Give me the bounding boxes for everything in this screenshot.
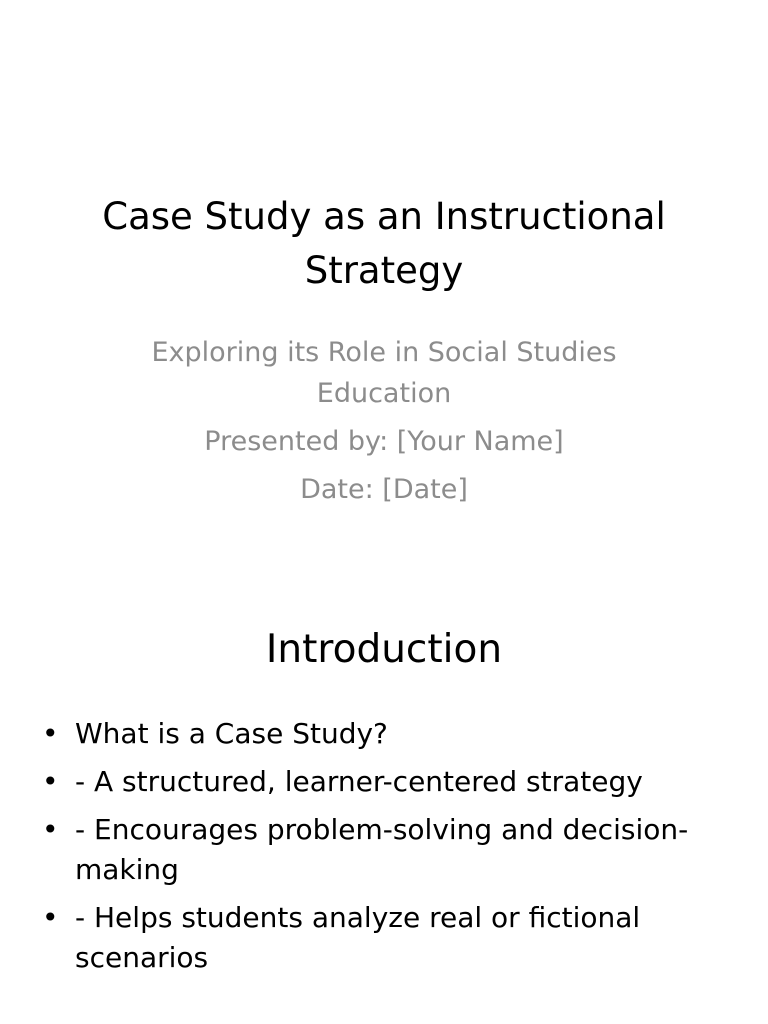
slide-subtitle [100, 332, 668, 510]
bullet-text: - Encourages problem-solving and decision-making [75, 813, 689, 886]
bullet-icon: • [42, 765, 59, 798]
bullet-item [40, 714, 730, 754]
bullet-text: What is a Case Study? [75, 717, 388, 750]
bullet-item [40, 810, 730, 890]
introduction-slide [0, 576, 768, 1024]
slide-title: Case Study as an Instructional Strategy [102, 195, 666, 292]
bullet-icon: • [42, 901, 59, 934]
bullet-list [40, 714, 730, 986]
presenter-line: Presented by: [Your Name] [204, 426, 564, 457]
bullet-item [40, 898, 730, 978]
slide-title: Introduction [265, 627, 503, 672]
bullet-icon: • [42, 813, 59, 846]
bullet-item [40, 762, 730, 802]
date-line: Date: [Date] [300, 474, 468, 505]
bullet-text: - Helps students analyze real or fictional scenarios [75, 901, 641, 974]
bullet-text: - A structured, learner-centered strategy [75, 765, 643, 798]
bullet-icon: • [42, 717, 59, 750]
subtitle-line: Education [316, 378, 452, 409]
subtitle-line: Exploring its Role in Social Studies [151, 337, 617, 368]
